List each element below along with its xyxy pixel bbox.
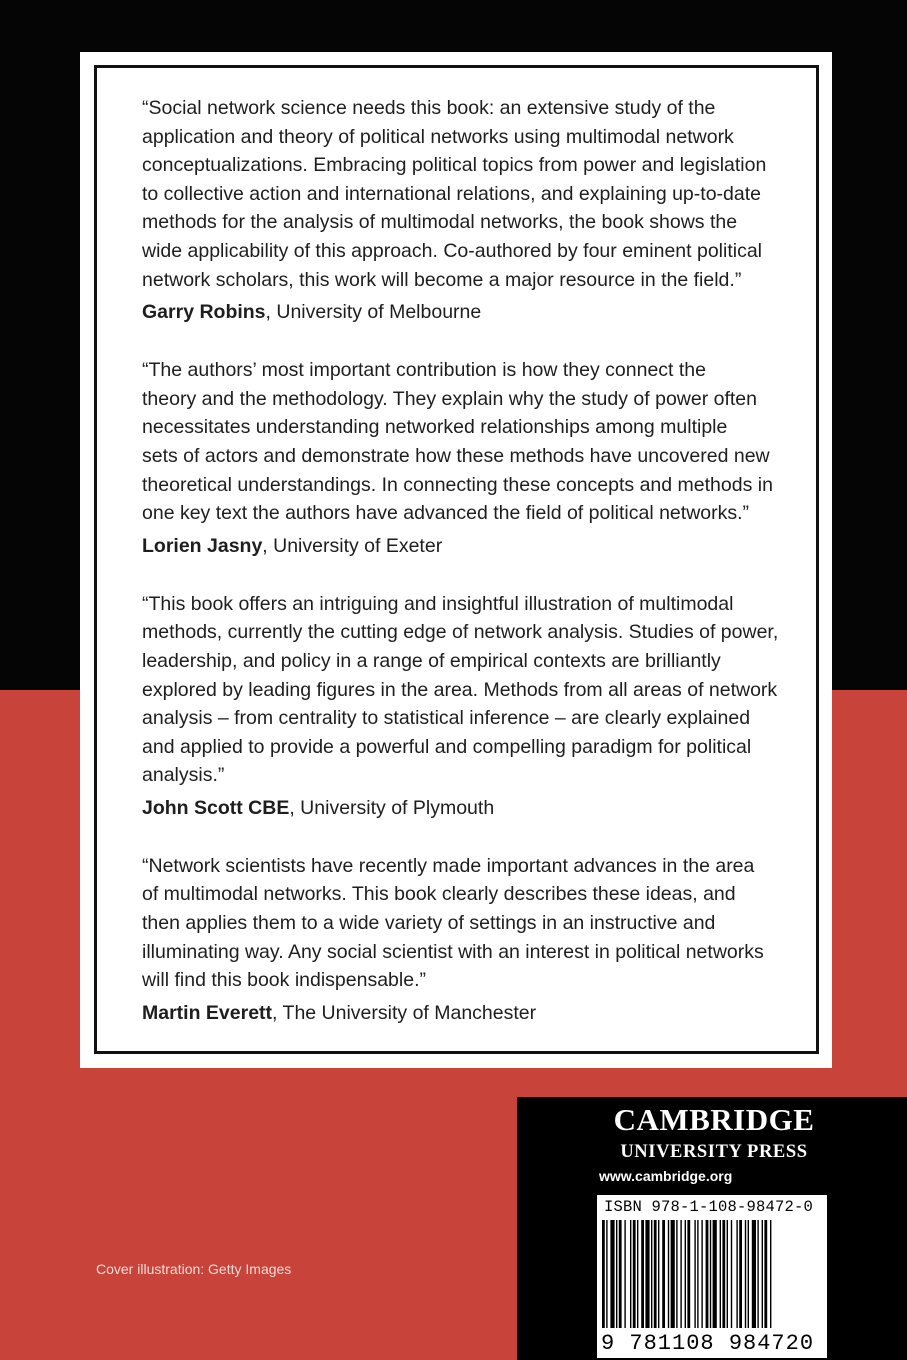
barcode-bar [701,1220,702,1328]
quote-line: to collective action and international relations, and explaining up-to-date [142,182,761,205]
barcode-bar [602,1220,605,1328]
barcode-bar [764,1220,767,1328]
barcode-bar [671,1220,675,1328]
quote-attribution [142,794,792,822]
barcode-bar [624,1220,625,1328]
barcode-bar [757,1220,758,1328]
barcode-bar [637,1220,638,1328]
barcode-bar [713,1220,717,1328]
quote-attribution [142,999,792,1027]
quote-line: and applied to provide a powerful and compelling paradigm for political [142,735,752,758]
barcode-bar [610,1220,614,1328]
barcode-icon [602,1220,824,1332]
quote-line: “Network scientists have recently made important advances in the area [142,854,755,877]
barcode-bar [651,1220,652,1328]
quote-author: Lorien Jasny [142,534,263,557]
quote-line: “The authors’ most important contribution is how they connect the [142,359,706,382]
quote-attribution [142,532,792,560]
barcode-bar [752,1220,756,1328]
quote-line: theory and the methodology. They explain why the study of power often [142,387,757,410]
barcode-bar [694,1220,695,1328]
barcode-bar [680,1220,681,1328]
publisher-name: CAMBRIDGE [613,1102,815,1137]
quote-line: leadership, and policy in a range of empirical contexts are brilliantly [142,649,721,672]
barcode-bar [745,1220,746,1328]
quote-affiliation: , University of Melbourne [265,301,482,324]
barcode-bar [770,1220,771,1328]
publisher-press: UNIVERSITY PRESS [620,1142,808,1162]
barcode-bar [606,1220,607,1328]
barcode-bar [710,1220,711,1328]
barcode-bar [687,1220,690,1328]
endorsement [142,852,792,1027]
barcode-bar [633,1220,636,1328]
quote-line: application and theory of political networks using multimodal network [142,125,734,148]
endorsement [142,356,792,560]
quote-line: methods for the analysis of multimodal networks, the book shows the [142,211,738,234]
quote-author: Martin Everett [142,1001,273,1024]
barcode-bar [697,1220,698,1328]
quote-line: one key text the authors have advanced the field of political networks.” [142,502,750,525]
barcode-bar [706,1220,709,1328]
quote-line: “Social network science needs this book: an extensive study of the [142,97,716,119]
barcode-bar [731,1220,732,1328]
barcode-bar [739,1220,742,1328]
quote-line: sets of actors and demonstrate how these methods have uncovered new [142,444,770,467]
endorsement [142,590,792,822]
quote-affiliation: , University of Exeter [262,534,443,557]
quote-line: illuminating way. Any social scientist with an interest in political networks [142,940,764,963]
quote-line: explored by leading figures in the area. Methods from all areas of network [142,678,778,701]
barcode-bar [727,1220,728,1328]
quote-author: Garry Robins [142,301,266,324]
quote-affiliation: , The University of Manchester [272,1001,537,1024]
quote-line: then applies them to a wide variety of settings in an instructive and [142,912,716,935]
barcode-bar [645,1220,649,1328]
barcode-bar [722,1220,725,1328]
barcode-bar [668,1220,669,1328]
quote-line: methods, currently the cutting edge of network analysis. Studies of power, [142,621,779,644]
barcode-bar [676,1220,677,1328]
barcode-bar [619,1220,622,1328]
quote-affiliation: , University of Plymouth [289,796,495,819]
isbn-label: ISBN 978-1-108-98472-0 [604,1198,814,1216]
quote-line: analysis – from centrality to statistical inference – are clearly explained [142,707,751,730]
cover-credit: Cover illustration: Getty Images [96,1261,292,1277]
endorsement-quotes [142,94,792,1027]
endorsement [142,94,792,326]
barcode-bar [630,1220,631,1328]
barcode-bar [736,1220,737,1328]
quote-line: of multimodal networks. This book clearly describes these ideas, and [142,883,736,906]
barcode-bar [720,1220,721,1328]
barcode-bar [641,1220,644,1328]
quote-line: “This book offers an intriguing and insightful illustration of multimodal [142,592,734,615]
quote-line: conceptualizations. Embracing political topics from power and legislation [142,154,767,177]
barcode-bar [654,1220,657,1328]
quote-line: analysis.” [142,764,225,787]
quote-line: wide applicability of this approach. Co-authored by four eminent political [142,239,763,262]
barcode-bar [658,1220,659,1328]
quote-author: John Scott CBE [142,796,290,819]
barcode-bar [662,1220,665,1328]
barcode-bar [762,1220,763,1328]
barcode-digits: 9 781108 984720 > [601,1331,843,1356]
barcode-bar [616,1220,617,1328]
quote-line: will find this book indispensable.” [142,969,426,992]
barcode-bar [685,1220,686,1328]
quote-attribution [142,298,792,326]
quote-line: necessitates understanding networked relationships among multiple [142,416,728,439]
publisher-url[interactable]: www.cambridge.org [599,1168,733,1184]
barcode-bar [748,1220,749,1328]
quote-line: network scholars, this work will become a major resource in the field.” [142,268,742,291]
quote-line: theoretical understandings. In connecting these concepts and methods in [142,473,773,496]
